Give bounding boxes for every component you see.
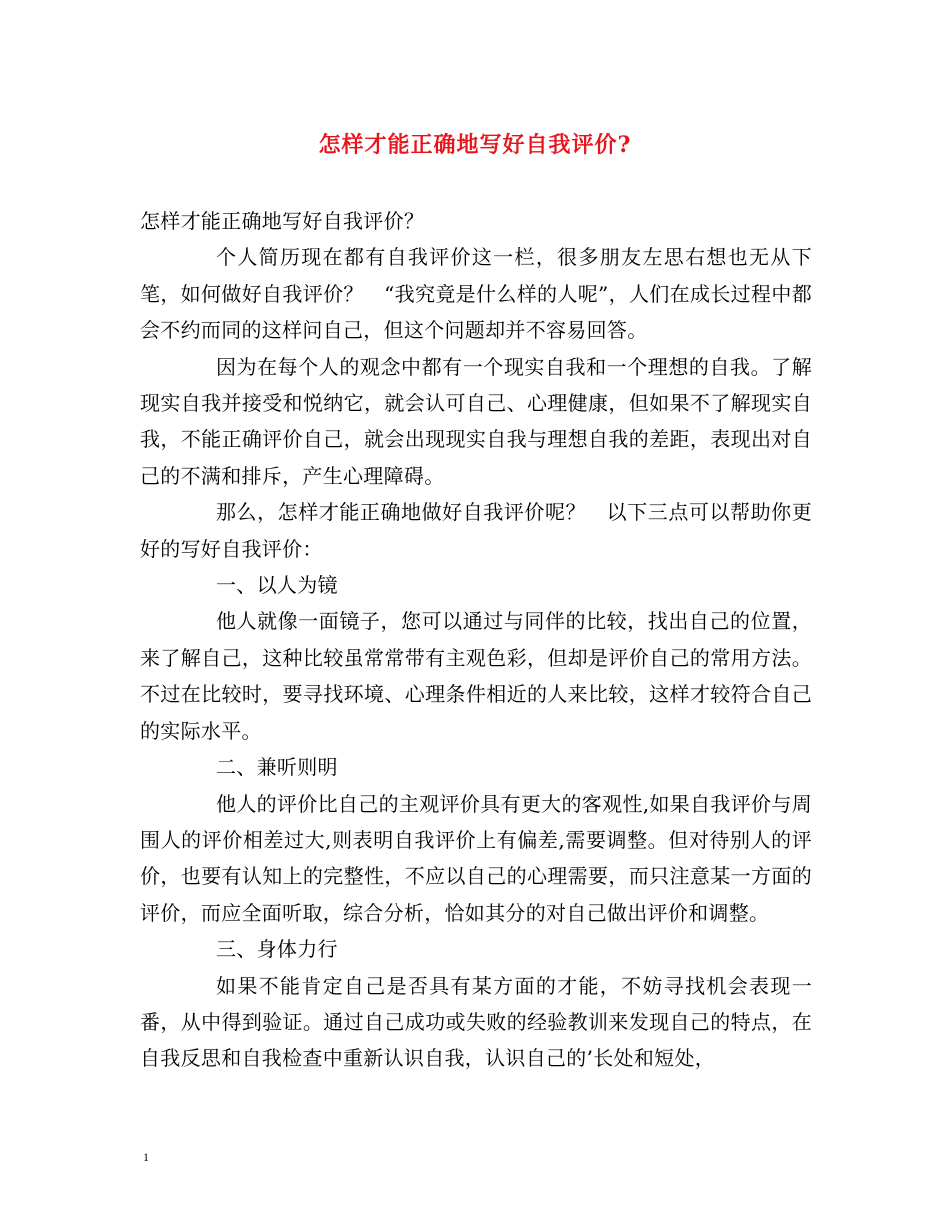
paragraph: 那么，怎样才能正确地做好自我评价呢？ 以下三点可以帮助你更好的写好自我评价： <box>140 500 812 561</box>
paragraph: 因为在每个人的观念中都有一个现实自我和一个理想的自我。了解现实自我并接受和悦纳它，就会认可自己、心理健康，但如果不了解现实自我，不能正确评价自己，就会出现现实自我与理想自我的差距，表现出对自己的不满和排斥，产生心理障碍。 <box>140 354 812 488</box>
section-heading: 二、兼听则明 <box>216 755 338 780</box>
document-body <box>140 203 812 1077</box>
section-heading: 一、以人为镜 <box>216 573 338 598</box>
document-title: 怎样才能正确地写好自我评价? <box>318 132 632 158</box>
page-number: 1 <box>143 1150 149 1164</box>
paragraph: 个人简历现在都有自我评价这一栏，很多朋友左思右想也无从下笔，如何做好自我评价？ “我究竟是什么样的人呢”，人们在成长过程中都会不约而同的这样问自己，但这个问题却并不容易回答。 <box>140 245 812 343</box>
section-heading: 三、身体力行 <box>216 937 338 962</box>
paragraph: 他人就像一面镜子，您可以通过与同伴的比较，找出自己的位置，来了解自己，这种比较虽常常带有主观色彩，但却是评价自己的常用方法。不过在比较时，要寻找环境、心理条件相近的人来比较，这样才较符合自己的实际水平。 <box>140 609 812 743</box>
paragraph: 如果不能肯定自己是否具有某方面的才能，不妨寻找机会表现一番，从中得到验证。通过自己成功或失败的经验教训来发现自己的特点，在自我反思和自我检查中重新认识自我，认识自己的’长处和短处， <box>140 973 812 1071</box>
paragraph: 他人的评价比自己的主观评价具有更大的客观性,如果自我评价与周围人的评价相差过大,则表明自我评价上有偏差,需要调整。但对待别人的评价，也要有认知上的完整性，不应以自己的心理需要，而只注意某一方面的评价，而应全面听取，综合分析，恰如其分的对自己做出评价和调整。 <box>140 791 812 925</box>
paragraph-heading: 怎样才能正确地写好自我评价？ <box>140 209 425 233</box>
